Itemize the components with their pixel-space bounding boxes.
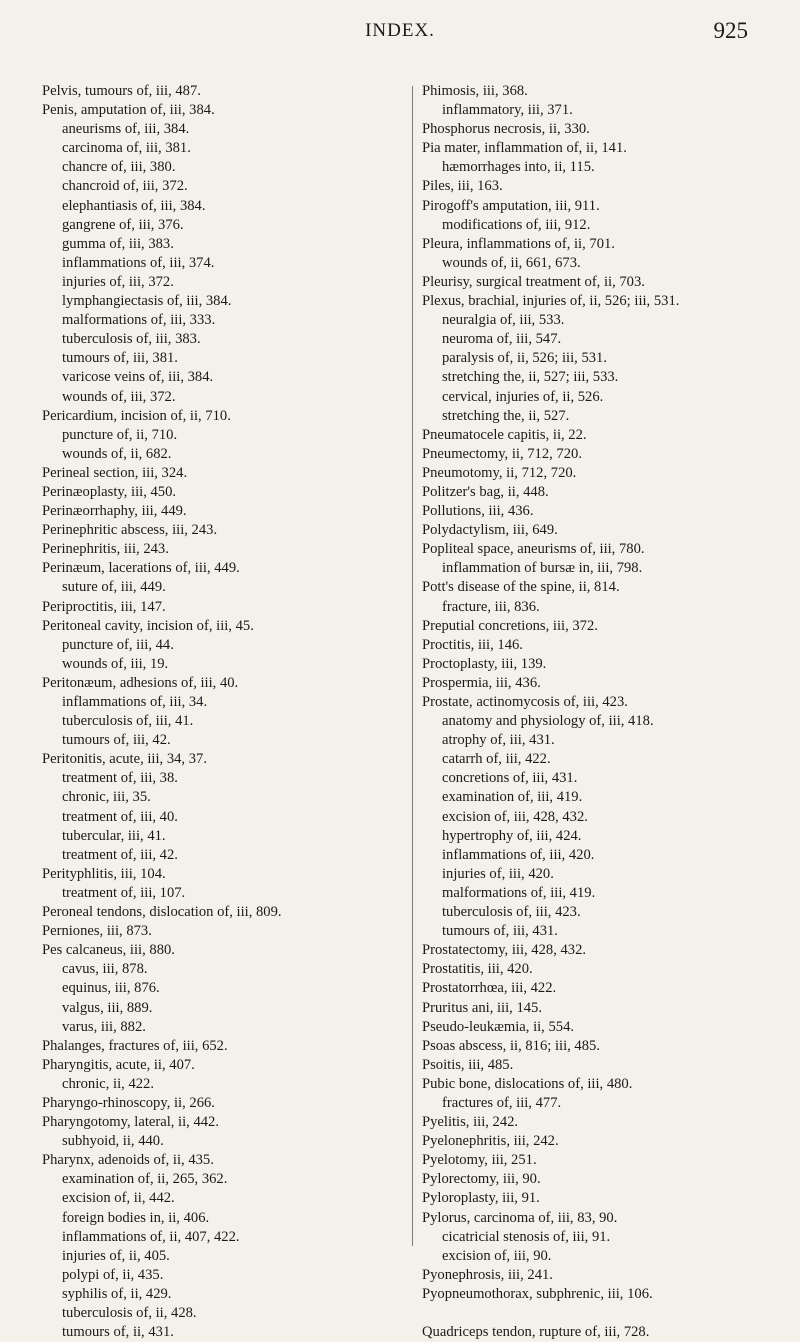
index-entry: Pleurisy, surgical treatment of, ii, 703. bbox=[422, 273, 645, 290]
index-subentry: injuries of, iii, 420. bbox=[442, 865, 554, 882]
index-entry: Pyloroplasty, iii, 91. bbox=[422, 1190, 540, 1207]
index-subentry: malformations of, iii, 333. bbox=[62, 312, 216, 329]
index-subentry: valgus, iii, 889. bbox=[62, 999, 153, 1016]
index-entry: Perinephritis, iii, 243. bbox=[42, 541, 169, 558]
index-subentry: tumours of, ii, 431. bbox=[62, 1324, 174, 1341]
index-subentry: wounds of, ii, 661, 673. bbox=[442, 254, 581, 271]
index-subentry: carcinoma of, iii, 381. bbox=[62, 140, 191, 157]
index-entry: Pleura, inflammations of, ii, 701. bbox=[422, 235, 615, 252]
index-subentry: foreign bodies in, ii, 406. bbox=[62, 1209, 210, 1226]
index-entry: Pyonephrosis, iii, 241. bbox=[422, 1266, 553, 1283]
index-entry: Psoas abscess, ii, 816; iii, 485. bbox=[422, 1037, 600, 1054]
index-subentry: puncture of, iii, 44. bbox=[62, 636, 174, 653]
index-subentry: examination of, ii, 265, 362. bbox=[62, 1171, 228, 1188]
index-entry: Pharynx, adenoids of, ii, 435. bbox=[42, 1152, 214, 1169]
index-subentry: puncture of, ii, 710. bbox=[62, 426, 178, 443]
index-entry: Prostatectomy, iii, 428, 432. bbox=[422, 942, 587, 959]
index-entry: Perniones, iii, 873. bbox=[42, 923, 152, 940]
left-index-column bbox=[42, 82, 402, 1342]
index-entry: Proctitis, iii, 146. bbox=[422, 636, 523, 653]
index-subentry: gumma of, iii, 383. bbox=[62, 235, 174, 252]
index-subentry: chronic, iii, 35. bbox=[62, 789, 151, 806]
index-entry: Pericardium, incision of, ii, 710. bbox=[42, 407, 231, 424]
index-entry: Popliteal space, aneurisms of, iii, 780. bbox=[422, 541, 645, 558]
index-subentry: wounds of, iii, 372. bbox=[62, 388, 176, 405]
index-entry: Prospermia, iii, 436. bbox=[422, 674, 541, 691]
index-entry: Perinæorrhaphy, iii, 449. bbox=[42, 503, 187, 520]
index-entry: Pruritus ani, iii, 145. bbox=[422, 999, 542, 1016]
index-subentry: suture of, iii, 449. bbox=[62, 579, 166, 596]
index-entry: Pubic bone, dislocations of, iii, 480. bbox=[422, 1075, 633, 1092]
index-subentry: hypertrophy of, iii, 424. bbox=[442, 827, 582, 844]
index-subentry: fracture, iii, 836. bbox=[442, 598, 540, 615]
index-subentry: polypi of, ii, 435. bbox=[62, 1266, 164, 1283]
page-header bbox=[0, 16, 800, 56]
index-entry: Phosphorus necrosis, ii, 330. bbox=[422, 121, 590, 138]
index-subentry: tuberculosis of, iii, 423. bbox=[442, 904, 581, 921]
index-entry: Pyelonephritis, iii, 242. bbox=[422, 1133, 559, 1150]
index-subentry: neuroma of, iii, 547. bbox=[442, 331, 562, 348]
index-subentry: syphilis of, ii, 429. bbox=[62, 1285, 172, 1302]
index-entry: Prostate, actinomycosis of, iii, 423. bbox=[422, 694, 628, 710]
index-entry: Pia mater, inflammation of, ii, 141. bbox=[422, 140, 627, 157]
index-subentry: hæmorrhages into, ii, 115. bbox=[442, 159, 595, 176]
index-subentry: tumours of, iii, 381. bbox=[62, 350, 178, 367]
index-entry: Peritoneal cavity, incision of, iii, 45. bbox=[42, 617, 254, 634]
index-entry: Pyelotomy, iii, 251. bbox=[422, 1152, 537, 1169]
index-entry: Pirogoff's amputation, iii, 911. bbox=[422, 197, 600, 214]
index-subentry: modifications of, iii, 912. bbox=[442, 216, 591, 233]
index-subentry: fractures of, iii, 477. bbox=[442, 1094, 562, 1111]
index-subentry: cicatricial stenosis of, iii, 91. bbox=[442, 1228, 611, 1245]
index-entry: Proctoplasty, iii, 139. bbox=[422, 655, 547, 672]
index-subentry: tuberculosis of, iii, 383. bbox=[62, 331, 201, 348]
index-entry: Pollutions, iii, 436. bbox=[422, 503, 534, 520]
index-subentry: injuries of, iii, 372. bbox=[62, 273, 174, 290]
index-entry: Pharyngitis, acute, ii, 407. bbox=[42, 1056, 195, 1073]
column-divider bbox=[412, 86, 413, 1246]
index-entry: Pelvis, tumours of, iii, 487. bbox=[42, 83, 201, 99]
index-entry: Pott's disease of the spine, ii, 814. bbox=[422, 579, 620, 596]
index-entry: Pneumectomy, ii, 712, 720. bbox=[422, 445, 582, 462]
index-subentry: stretching the, ii, 527; iii, 533. bbox=[442, 369, 619, 386]
index-subentry: wounds of, ii, 682. bbox=[62, 445, 172, 462]
index-entry: Piles, iii, 163. bbox=[422, 178, 503, 195]
index-subentry: lymphangiectasis of, iii, 384. bbox=[62, 293, 232, 310]
index-subentry: paralysis of, ii, 526; iii, 531. bbox=[442, 350, 607, 367]
index-entry: Pharyngo-rhinoscopy, ii, 266. bbox=[42, 1094, 215, 1111]
index-entry: Psoitis, iii, 485. bbox=[422, 1056, 514, 1073]
index-entry: Pylorus, carcinoma of, iii, 83, 90. bbox=[422, 1209, 618, 1226]
index-entry: Pyelitis, iii, 242. bbox=[422, 1114, 519, 1131]
index-entry: Penis, amputation of, iii, 384. bbox=[42, 102, 215, 119]
index-subentry: examination of, iii, 419. bbox=[442, 789, 583, 806]
index-subentry: chancroid of, iii, 372. bbox=[62, 178, 188, 195]
index-subentry: inflammations of, iii, 420. bbox=[442, 846, 595, 863]
index-subentry: equinus, iii, 876. bbox=[62, 980, 160, 997]
index-subentry: treatment of, iii, 38. bbox=[62, 770, 178, 787]
index-subentry: tumours of, iii, 42. bbox=[62, 732, 171, 749]
index-subentry: elephantiasis of, iii, 384. bbox=[62, 197, 206, 214]
index-subentry: inflammations of, iii, 374. bbox=[62, 254, 215, 271]
index-entry: Periproctitis, iii, 147. bbox=[42, 598, 166, 615]
index-entry: Pneumatocele capitis, ii, 22. bbox=[422, 426, 587, 443]
index-subentry: cervical, injuries of, ii, 526. bbox=[442, 388, 604, 405]
index-subentry: injuries of, ii, 405. bbox=[62, 1247, 170, 1264]
index-entry: Polydactylism, iii, 649. bbox=[422, 522, 558, 539]
index-entry: Pneumotomy, ii, 712, 720. bbox=[422, 464, 577, 481]
index-subentry: varus, iii, 882. bbox=[62, 1018, 146, 1035]
index-subentry: catarrh of, iii, 422. bbox=[442, 751, 551, 768]
index-subentry: chancre of, iii, 380. bbox=[62, 159, 176, 176]
index-subentry: chronic, ii, 422. bbox=[62, 1075, 155, 1092]
index-entry: Peritonæum, adhesions of, iii, 40. bbox=[42, 674, 239, 691]
index-subentry: malformations of, iii, 419. bbox=[442, 884, 596, 901]
index-entry: Phalanges, fractures of, iii, 652. bbox=[42, 1037, 228, 1054]
index-entry: Perityphlitis, iii, 104. bbox=[42, 865, 166, 882]
index-subentry: treatment of, iii, 42. bbox=[62, 846, 178, 863]
index-subentry: inflammations of, ii, 407, 422. bbox=[62, 1228, 240, 1245]
index-entry: Perineal section, iii, 324. bbox=[42, 464, 188, 481]
index-entry: Pes calcaneus, iii, 880. bbox=[42, 942, 175, 959]
index-subentry: treatment of, iii, 40. bbox=[62, 808, 178, 825]
index-entry: Prostatitis, iii, 420. bbox=[422, 961, 533, 978]
index-subentry: varicose veins of, iii, 384. bbox=[62, 369, 214, 386]
index-subentry: excision of, ii, 442. bbox=[62, 1190, 175, 1207]
index-entry: Peritonitis, acute, iii, 34, 37. bbox=[42, 751, 207, 768]
index-subentry: stretching the, ii, 527. bbox=[442, 407, 570, 424]
index-subentry: excision of, iii, 428, 432. bbox=[442, 808, 588, 825]
running-title: INDEX. bbox=[365, 20, 435, 41]
index-subentry: inflammation of bursæ in, iii, 798. bbox=[442, 560, 643, 577]
index-subentry: neuralgia of, iii, 533. bbox=[442, 312, 565, 329]
index-entry bbox=[422, 1304, 794, 1323]
index-subentry: gangrene of, iii, 376. bbox=[62, 216, 184, 233]
index-entry: Prostatorrhœa, iii, 422. bbox=[422, 980, 557, 997]
index-subentry: tumours of, iii, 431. bbox=[442, 923, 558, 940]
page-number: 925 bbox=[713, 18, 748, 43]
index-entry: Quadriceps tendon, rupture of, iii, 728. bbox=[422, 1324, 650, 1341]
index-subentry: inflammations of, iii, 34. bbox=[62, 694, 208, 710]
index-subentry: aneurisms of, iii, 384. bbox=[62, 121, 190, 138]
index-entry: Pylorectomy, iii, 90. bbox=[422, 1171, 541, 1188]
index-entry: Peroneal tendons, dislocation of, iii, 809. bbox=[42, 904, 282, 921]
index-subentry: anatomy and physiology of, iii, 418. bbox=[442, 713, 654, 730]
index-subentry: treatment of, iii, 107. bbox=[62, 884, 186, 901]
index-subentry: subhyoid, ii, 440. bbox=[62, 1133, 164, 1150]
index-subentry: excision of, iii, 90. bbox=[442, 1247, 552, 1264]
index-entry: Perinæum, lacerations of, iii, 449. bbox=[42, 560, 240, 577]
index-subentry: tubercular, iii, 41. bbox=[62, 827, 166, 844]
index-entry: Pyopneumothorax, subphrenic, iii, 106. bbox=[422, 1285, 653, 1302]
index-subentry: tuberculosis of, ii, 428. bbox=[62, 1305, 197, 1321]
index-subentry: tuberculosis of, iii, 41. bbox=[62, 713, 194, 730]
index-entry: Pharyngotomy, lateral, ii, 442. bbox=[42, 1114, 219, 1131]
index-entry: Pseudo-leukæmia, ii, 554. bbox=[422, 1018, 575, 1035]
index-entry: Perinephritic abscess, iii, 243. bbox=[42, 522, 218, 539]
index-entry: Perinæoplasty, iii, 450. bbox=[42, 483, 177, 500]
index-subentry: inflammatory, iii, 371. bbox=[442, 102, 573, 119]
index-subentry: wounds of, iii, 19. bbox=[62, 655, 169, 672]
index-entry: Plexus, brachial, injuries of, ii, 526; iii, 531. bbox=[422, 293, 680, 310]
index-entry: Politzer's bag, ii, 448. bbox=[422, 483, 549, 500]
index-subentry: atrophy of, iii, 431. bbox=[442, 732, 555, 749]
index-subentry: cavus, iii, 878. bbox=[62, 961, 148, 978]
index-entry: Preputial concretions, iii, 372. bbox=[422, 617, 598, 634]
index-subentry: concretions of, iii, 431. bbox=[442, 770, 578, 787]
index-entry: Phimosis, iii, 368. bbox=[422, 83, 528, 99]
right-index-column bbox=[422, 82, 794, 1342]
